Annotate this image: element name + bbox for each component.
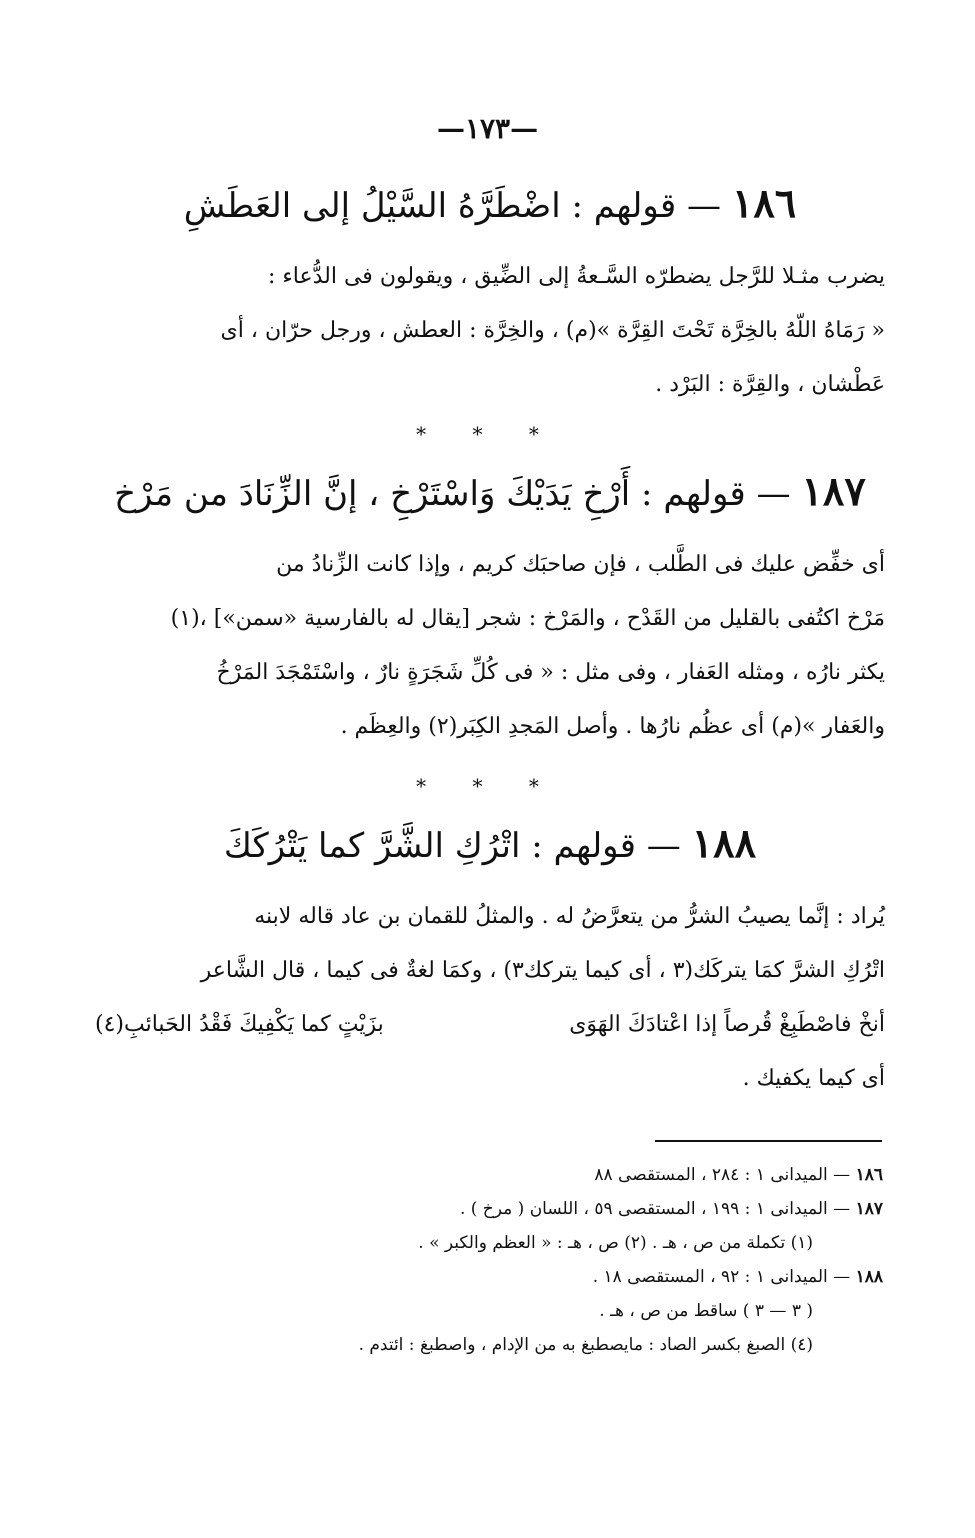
footnotes [93,1158,883,1362]
proverb-section-186 [95,178,885,412]
verse-first-half: أنخْ فاصْطَبِغْ قُرصاً إذا اعْتادَكَ الهَوَى [569,1012,885,1037]
footnote [93,1294,883,1328]
proverb-section-187 [95,466,885,754]
footnote [93,1226,883,1260]
text-line: يكثر نارُه ، ومثله العَفار ، وفى مثل : « فى كُلِّ شَجَرَةٍ نارٌ ، واسْتَمْجَدَ المَرْخُ [216,660,885,685]
verse-second-half: بزَيْتٍ كما يَكْفِيكَ فَقْدُ الحَبائبِ(٤) [95,1012,384,1037]
text-line: اتْرُكِ الشرَّ كمَا يتركَك(٣ ، أى كيما يتركك٣) ، وكمَا لغةٌ فى كيما ، قال الشَّاعر [200,958,885,983]
text-line: والعَفار »(م) أى عظُم نارُها . وأصل المَجدِ الكِبَر(٢) والعِظَم . [340,714,885,739]
footnote-text: — الميدانى ١ : ١٩٩ ، المستقصى ٥٩ ، اللسان ( مرخ ) . [459,1199,851,1219]
text-line: أى خفِّض عليك فى الطَّلب ، فإن صاحبَك كريم ، وإذا كانت الزِّنادُ من [276,552,885,577]
proverb-commentary [95,538,885,754]
text-line: يضرب مثـلا للرَّجل يضطرّه السَّـعةُ إلى الضِّيق ، ويقولون فى الدُّعاء : [268,264,885,289]
page-number: —١٧٣— [436,112,539,145]
proverb-heading [95,178,885,232]
proverb-number: ١٨٦ [731,180,797,227]
footnote [93,1260,883,1294]
footnote [93,1192,883,1226]
footnote-text: (١) تكملة من ص ، هـ . (٢) ص ، هـ : « العظم والكبر » . [418,1233,813,1253]
proverb-heading [95,466,885,520]
footnote [93,1158,883,1192]
text-line: أى كيما يكفيك . [742,1066,885,1091]
footnote-ref: ١٨٧ [855,1199,883,1219]
proverb-number: ١٨٨ [691,820,757,867]
proverb-title: — قولهم : اضْطَرَّهُ السَّيْلُ إلى العَطَشِ [183,186,722,226]
proverb-commentary [95,890,885,998]
text-line: يُراد : إنَّما يصيبُ الشرُّ من يتعرَّضُ له . والمثلُ للقمان بن عاد قاله لابنه [254,904,885,929]
proverb-section-188 [95,818,885,1106]
footnote-text: ( ٣ — ٣ ) ساقط من ص ، هـ . [599,1301,813,1321]
footnote-separator [655,1140,882,1142]
proverb-heading [95,818,885,872]
poetry-verse [95,998,885,1052]
proverb-number: ١٨٧ [801,468,866,515]
text-line: مَرْخ اكتُفى بالقليل من القَدْح ، والمَرْخ : شجر [يقال له بالفارسية «سمن»] ،(١) [170,606,885,631]
footnote [93,1328,883,1362]
text-line: « رَمَاهُ اللّهُ بالخِرَّة تَحْتَ القِرَّة »(م) ، والخِرَّة : العطش ، ورجل حرّان ، أى [220,318,885,343]
footnote-text: — الميدانى ١ : ٢٨٤ ، المستقصى ٨٨ [594,1165,851,1185]
footnote-text: — الميدانى ١ : ٩٢ ، المستقصى ١٨ . [592,1267,851,1287]
footnote-ref: ١٨٨ [855,1267,883,1287]
section-divider-stars: * * * [416,774,559,798]
proverb-title: — قولهم : أَرْخِ يَدَيْكَ وَاسْتَرْخِ ، إنَّ الزِّنَادَ من مَرْخ [114,474,791,514]
section-divider-stars: * * * [416,422,559,446]
proverb-commentary-end [95,1052,885,1106]
proverb-title: — قولهم : اتْرُكِ الشَّرَّ كما يَتْرُكَكَ [223,826,681,866]
footnote-ref: ١٨٦ [855,1165,883,1185]
footnote-text: (٤) الصبغ بكسر الصاد : مايصطبغ به من الإدام ، واصطبغ : ائتدم . [358,1335,813,1355]
proverb-commentary [95,250,885,412]
text-line: عَطْشان ، والقِرَّة : البَرْد . [655,372,885,397]
